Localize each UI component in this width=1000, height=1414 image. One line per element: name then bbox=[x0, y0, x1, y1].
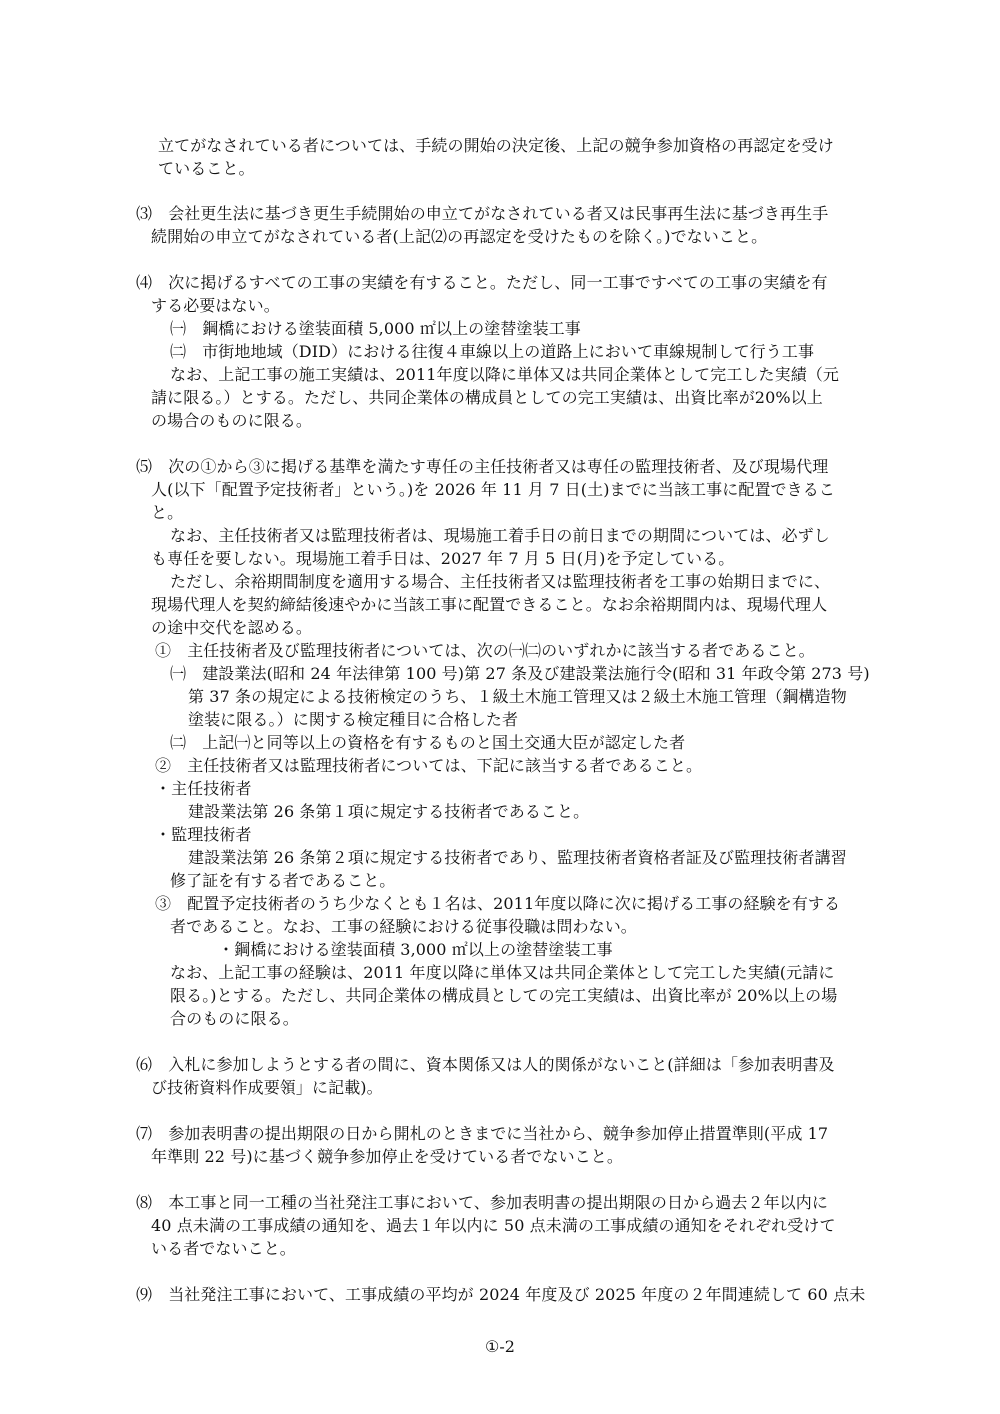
text-line: ⑹ 入札に参加しようとする者の間に、資本関係又は人的関係がないこと(詳細は「参加表明書及 bbox=[136, 1055, 835, 1074]
text-line: なお、上記工事の経験は、2011 年度以降に単体又は共同企業体として完工した実績(元請に bbox=[170, 963, 835, 982]
text-line: 建設業法第 26 条第２項に規定する技術者であり、監理技術者資格者証及び監理技術者講習 bbox=[188, 848, 847, 867]
text-line: 合のものに限る。 bbox=[170, 1009, 299, 1028]
text-line: ㈡ 上記㈠と同等以上の資格を有するものと国土交通大臣が認定した者 bbox=[170, 733, 686, 752]
text-line: 塗装に限る。）に関する検定種目に合格した者 bbox=[188, 710, 519, 729]
text-line: 請に限る。）とする。ただし、共同企業体の構成員としての完工実績は、出資比率が20%以上 bbox=[151, 388, 823, 407]
text-line: する必要はない。 bbox=[151, 296, 280, 315]
text-line: 40 点未満の工事成績の通知を、過去１年以内に 50 点未満の工事成績の通知をそれぞれ受けて bbox=[151, 1216, 836, 1235]
text-line: ⑺ 参加表明書の提出期限の日から開札のときまでに当社から、競争参加停止措置準則(平成 17 bbox=[136, 1124, 829, 1143]
text-line: ③ 配置予定技術者のうち少なくとも１名は、2011年度以降に次に掲げる工事の経験を有する bbox=[155, 894, 841, 913]
text-line: の途中交代を認める。 bbox=[151, 618, 313, 637]
text-line: ⑶ 会社更生法に基づき更生手続開始の申立てがなされている者又は民事再生法に基づき再生手 bbox=[136, 204, 829, 223]
text-line: ⑸ 次の①から③に掲げる基準を満たす専任の主任技術者又は専任の監理技術者、及び現場代理 bbox=[136, 457, 829, 476]
text-line: ㈠ 建設業法(昭和 24 年法律第 100 号)第 27 条及び建設業法施行令(昭和 31 年政令第 273 号) bbox=[170, 664, 870, 683]
text-line: なお、主任技術者又は監理技術者は、現場施工着手日の前日までの期間については、必ずし bbox=[170, 526, 830, 545]
text-line: 建設業法第 26 条第１項に規定する技術者であること。 bbox=[188, 802, 590, 821]
text-line: 立てがなされている者については、手続の開始の決定後、上記の競争参加資格の再認定を受け bbox=[158, 136, 834, 155]
text-line: ⑼ 当社発注工事において、工事成績の平均が 2024 年度及び 2025 年度の２年間連続して 60 点未 bbox=[136, 1285, 866, 1304]
text-line: ⑻ 本工事と同一工種の当社発注工事において、参加表明書の提出期限の日から過去２年以内に bbox=[136, 1193, 828, 1212]
text-line: ・鋼橋における塗装面積 3,000 ㎡以上の塗替塗装工事 bbox=[218, 940, 613, 959]
text-line: ㈠ 鋼橋における塗装面積 5,000 ㎡以上の塗替塗装工事 bbox=[170, 319, 581, 338]
text-line: ・監理技術者 bbox=[155, 825, 252, 844]
text-line: ㈡ 市街地地域（DID）における往復４車線以上の道路上において車線規制して行う工事 bbox=[170, 342, 815, 361]
text-line: 年準則 22 号)に基づく競争参加停止を受けている者でないこと。 bbox=[151, 1147, 623, 1166]
text-line: ・主任技術者 bbox=[155, 779, 252, 798]
text-line: 第 37 条の規定による技術検定のうち、１級土木施工管理又は２級土木施工管理（鋼構造物 bbox=[188, 687, 847, 706]
text-line: いる者でないこと。 bbox=[151, 1239, 296, 1258]
text-line: も専任を要しない。現場施工着手日は、2027 年 7 月 5 日(月)を予定している。 bbox=[151, 549, 735, 568]
text-line: 人(以下「配置予定技術者」という。)を 2026 年 11 月 7 日(土)までに当該工事に配置できるこ bbox=[151, 480, 835, 499]
text-line: と。 bbox=[151, 503, 184, 522]
text-line: び技術資料作成要領」に記載)。 bbox=[151, 1078, 383, 1097]
text-line: ① 主任技術者及び監理技術者については、次の㈠㈡のいずれかに該当する者であること。 bbox=[155, 641, 815, 660]
text-line: 修了証を有する者であること。 bbox=[170, 871, 396, 890]
text-line: ただし、余裕期間制度を適用する場合、主任技術者又は監理技術者を工事の始期日までに、 bbox=[170, 572, 831, 591]
text-line: ていること。 bbox=[158, 159, 255, 178]
text-line: ⑷ 次に掲げるすべての工事の実績を有すること。ただし、同一工事ですべての工事の実績を有 bbox=[136, 273, 828, 292]
text-line: 者であること。なお、工事の経験における従事役職は問わない。 bbox=[170, 917, 637, 936]
text-line: 限る。)とする。ただし、共同企業体の構成員としての完工実績は、出資比率が 20%以上の場 bbox=[170, 986, 838, 1005]
text-line: 続開始の申立てがなされている者(上記⑵の再認定を受けたものを除く。)でないこと。 bbox=[151, 227, 768, 246]
text-line: の場合のものに限る。 bbox=[151, 411, 313, 430]
page-number: ①-2 bbox=[485, 1337, 515, 1356]
text-line: なお、上記工事の施工実績は、2011年度以降に単体又は共同企業体として完工した実績（元 bbox=[170, 365, 840, 384]
text-line: 現場代理人を契約締結後速やかに当該工事に配置できること。なお余裕期間内は、現場代理人 bbox=[151, 595, 828, 614]
text-line: ② 主任技術者又は監理技術者については、下記に該当する者であること。 bbox=[155, 756, 703, 775]
